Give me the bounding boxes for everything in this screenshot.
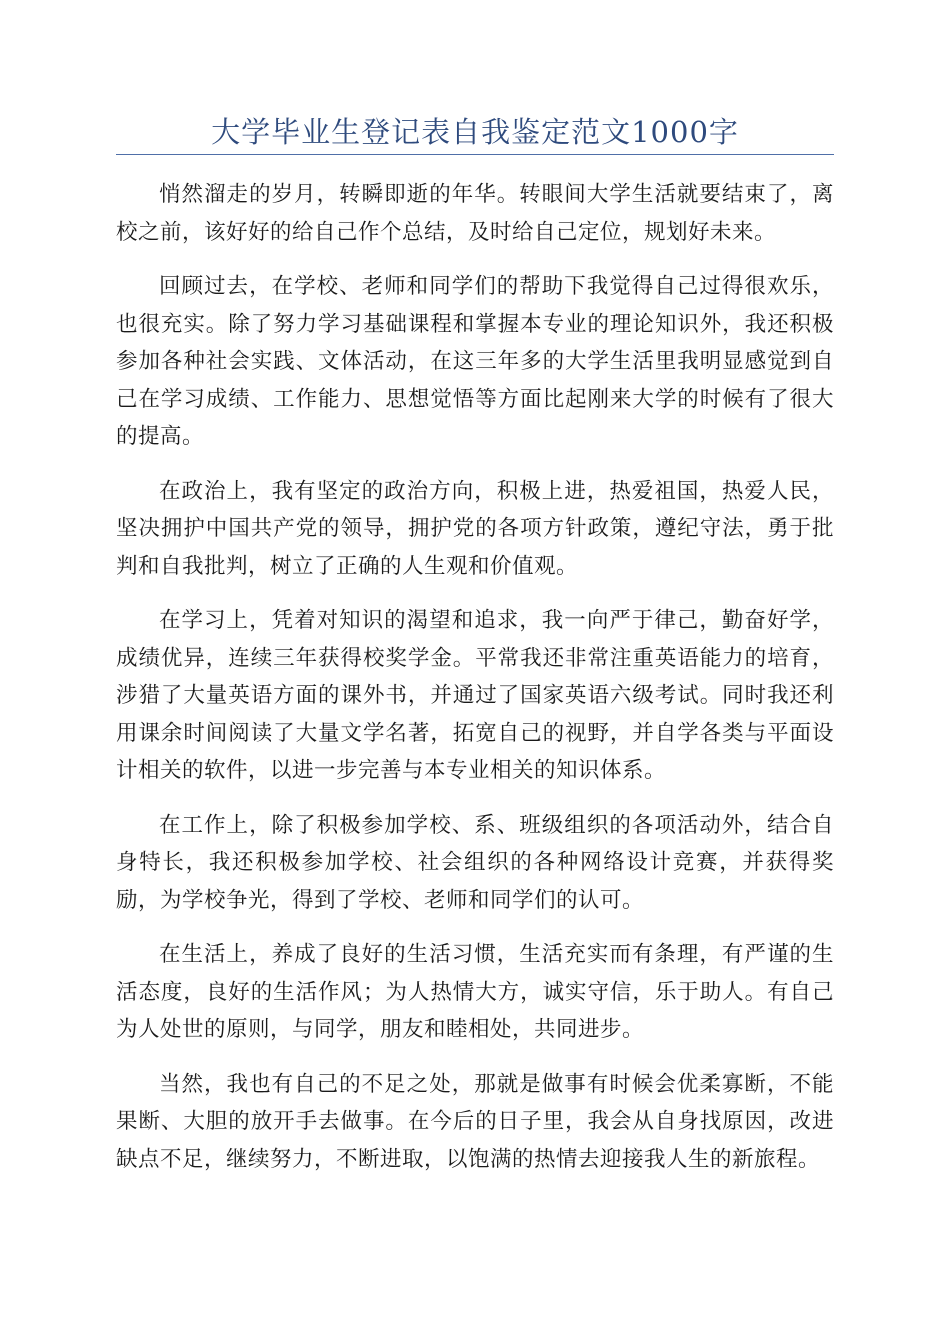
paragraph-review: 回顾过去，在学校、老师和同学们的帮助下我觉得自己过得很欢乐，也很充实。除了努力学习基础课程和掌握本专业的理论知识外，我还积极参加各种社会实践、文体活动，在这三年多的大学生活里我明显感觉到自己在学习成绩、工作能力、思想觉悟等方面比起刚来大学的时候有了很大的提高。 [116,274,834,449]
paragraph-life: 在生活上，养成了良好的生活习惯，生活充实而有条理，有严谨的生活态度，良好的生活作风；为人热情大方，诚实守信，乐于助人。有自己为人处世的原则，与同学，朋友和睦相处，共同进步。 [116,942,834,1042]
paragraph-study: 在学习上，凭着对知识的渴望和追求，我一向严于律己，勤奋好学，成绩优异，连续三年获得校奖学金。平常我还非常注重英语能力的培育，涉猎了大量英语方面的课外书，并通过了国家英语六级考试。同时我还利用课余时间阅读了大量文学名著，拓宽自己的视野，并自学各类与平面设计相关的软件，以进一步完善与本专业相关的知识体系。 [116,608,834,783]
paragraph-intro: 悄然溜走的岁月，转瞬即逝的年华。转眼间大学生活就要结束了，离校之前，该好好的给自己作个总结，及时给自己定位，规划好未来。 [116,182,834,245]
title-underline [116,154,834,155]
page-title: 大学毕业生登记表自我鉴定范文1000字 [211,115,739,149]
document-body [116,176,834,1195]
paragraph-politics: 在政治上，我有坚定的政治方向，积极上进，热爱祖国，热爱人民，坚决拥护中国共产党的领导，拥护党的各项方针政策，遵纪守法，勇于批判和自我批判，树立了正确的人生观和价值观。 [116,478,834,579]
paragraph-work: 在工作上，除了积极参加学校、系、班级组织的各项活动外，结合自身特长，我还积极参加学校、社会组织的各种网络设计竞赛，并获得奖励，为学校争光，得到了学校、老师和同学们的认可。 [116,812,834,913]
paragraph-shortcomings: 当然，我也有自己的不足之处，那就是做事有时候会优柔寡断，不能果断、大胆的放开手去做事。在今后的日子里，我会从自身找原因，改进缺点不足，继续努力，不断进取，以饱满的热情去迎接我人生的新旅程。 [116,1071,834,1172]
